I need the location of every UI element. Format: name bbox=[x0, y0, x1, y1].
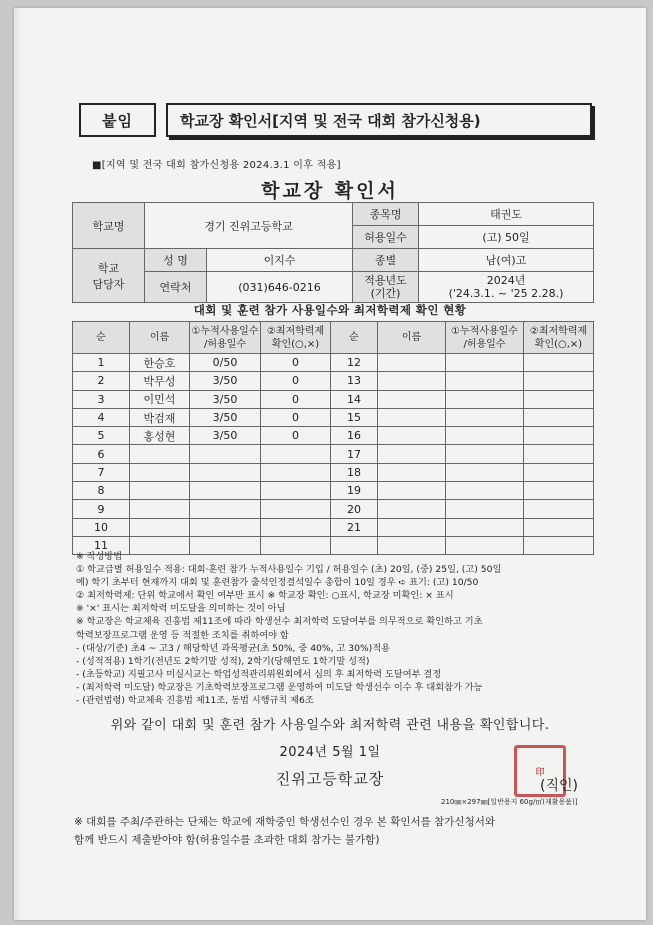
writing-instructions bbox=[76, 550, 636, 707]
table-row: 3 이민석 3/50 0 14 bbox=[73, 390, 594, 408]
usage-header-row bbox=[73, 322, 594, 354]
note-line: ※ 작성방법 bbox=[76, 551, 123, 562]
confirmation-statement: 위와 같이 대회 및 훈련 참가 사용일수와 최저학력 관련 내용을 확인합니다. bbox=[110, 718, 550, 733]
table-row: 1 한승호 0/50 0 12 bbox=[73, 354, 594, 372]
footer-note bbox=[74, 813, 634, 849]
col-no: 순 bbox=[73, 322, 130, 354]
note-line: ※ '×' 표시는 최저학력 미도달을 의미하는 것이 아님 bbox=[76, 603, 286, 615]
form-title-box: 학교장 확인서[지역 및 전국 대회 참가신청용) bbox=[166, 103, 592, 137]
paper-spec: 210㎜×297㎜[일반용지 60g/㎡(재활용품)] bbox=[441, 798, 578, 806]
table-row: 2 박무성 3/50 0 13 bbox=[73, 372, 594, 390]
note-line: ※ 학교장은 학교체육 진흥법 제11조에 따라 학생선수 최저학력 도달여부를 의무적으로 확인하고 기초 bbox=[76, 616, 483, 628]
table-row: 9 20 bbox=[73, 500, 594, 518]
note-line: - (대상/기준) 초4 ~ 고3 / 해당학년 과목평균(초 50%, 중 40%, 고 30%)적용 bbox=[76, 642, 391, 654]
note-line: - (관련법령) 학교체육 진흥법 제11조, 동법 시행규칙 제6조 bbox=[76, 695, 314, 707]
col-grade: ②최저학력제 확인(○,×) bbox=[261, 322, 331, 354]
manager-label: 학교 담당자 bbox=[73, 249, 145, 303]
manager-name: 이지수 bbox=[207, 249, 353, 272]
contact-label: 연락처 bbox=[145, 272, 207, 303]
seal-mark: 印 bbox=[535, 767, 545, 778]
table-row: 5 홍성현 3/50 0 16 bbox=[73, 427, 594, 445]
document-page bbox=[14, 8, 646, 920]
footer-line: ※ 대회를 주최/주관하는 단체는 학교에 재학중인 학생선수인 경우 본 확인서를 참가신청서와 bbox=[74, 816, 496, 828]
note-line: 학력보장프로그램 운영 등 적절한 조치를 취하여야 함 bbox=[76, 629, 289, 641]
table-row: 4 박검재 3/50 0 15 bbox=[73, 408, 594, 426]
level-value: 남(여)고 bbox=[419, 249, 594, 272]
principal-signature: 진위고등학교장 bbox=[275, 770, 385, 788]
col-days: ①누적사용일수 /허용일수 bbox=[190, 322, 261, 354]
school-value: 경기 진위고등학교 bbox=[145, 203, 353, 249]
contact-value: (031)646-0216 bbox=[207, 272, 353, 303]
document-title: 학교장 확인서 bbox=[261, 180, 399, 202]
year-value: 2024년 ('24.3.1. ~ '25 2.28.) bbox=[419, 272, 594, 303]
table-row: 6 17 bbox=[73, 445, 594, 463]
usage-section-title: 대회 및 훈련 참가 사용일수와 최저학력제 확인 현황 bbox=[193, 303, 467, 317]
col-grade-right: ②최저학력제 확인(○,×) bbox=[524, 322, 594, 354]
seal-label: (직인) bbox=[540, 778, 578, 794]
level-label: 종별 bbox=[353, 249, 419, 272]
col-no-right: 순 bbox=[331, 322, 378, 354]
table-row: 10 21 bbox=[73, 518, 594, 536]
table-row: 11 bbox=[73, 536, 594, 554]
school-label: 학교명 bbox=[73, 203, 145, 249]
note-line: - (최저학력 미도달) 학교장은 기초학력보장프로그램 운영하여 미도달 학생선수 이수 후 대회참가 가능 bbox=[76, 681, 483, 693]
year-label: 적용년도 (기간) bbox=[353, 272, 419, 303]
col-name-right: 이름 bbox=[378, 322, 446, 354]
applies-note: ■[지역 및 전국 대회 참가신청용 2024.3.1 이후 적용] bbox=[92, 160, 341, 171]
school-info-table bbox=[72, 202, 594, 303]
usage-table bbox=[72, 321, 594, 555]
note-line: ① 학교급별 허용일수 적용: 대회·훈련 참가 누적사용일수 기입 / 허용일수 (초) 20일, (중) 25일, (고) 50일 bbox=[76, 564, 502, 576]
table-row: 8 19 bbox=[73, 482, 594, 500]
allowed-label: 허용일수 bbox=[353, 226, 419, 249]
col-days-right: ①누적사용일수 /허용일수 bbox=[446, 322, 524, 354]
note-line: - (성적적용) 1학기(전년도 2학기말 성적), 2학기(당해연도 1학기말 성적) bbox=[76, 655, 370, 667]
sport-label: 종목명 bbox=[353, 203, 419, 226]
attachment-tag: 붙임 bbox=[79, 103, 156, 137]
note-line: ② 최저학력제: 단위 학교에서 확인 여부만 표시 ※ 학교장 확인: ○표시, 학교장 미확인: × 표시 bbox=[76, 590, 454, 602]
col-name: 이름 bbox=[130, 322, 190, 354]
sport-value: 태권도 bbox=[419, 203, 594, 226]
footer-line: 함께 반드시 제출받아야 함(허용일수를 초과한 대회 참가는 불가함) bbox=[74, 834, 380, 846]
table-row: 7 18 bbox=[73, 463, 594, 481]
note-line: 예) 학기 초부터 현재까지 대회 및 훈련참가 출석인정결석일수 총합이 10일 경우 ➪ 표기: (고) 10/50 bbox=[76, 577, 479, 589]
allowed-value: (고) 50일 bbox=[419, 226, 594, 249]
issue-date: 2024년 5월 1일 bbox=[279, 745, 381, 760]
note-line: - (초등학교) 지필고사 미실시교는 학업성적관리위원회에서 심의 후 최저학력 도달여부 결정 bbox=[76, 668, 442, 680]
name-label: 성 명 bbox=[145, 249, 207, 272]
